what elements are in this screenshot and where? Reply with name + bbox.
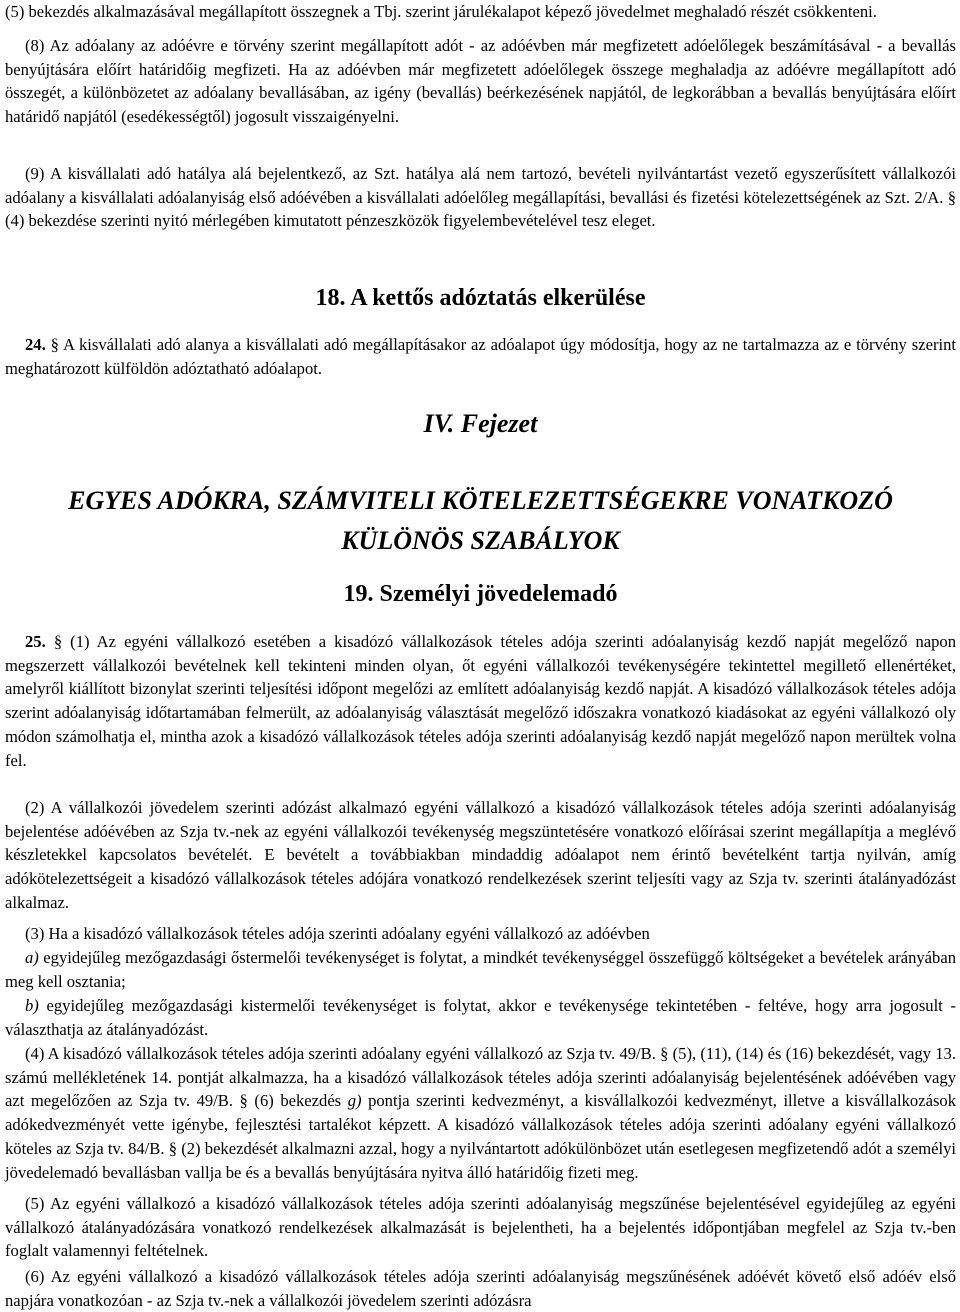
section-25-paragraph-3: (3) Ha a kisadózó vállalkozások tételes adója szerinti adóalany egyéni vállalkozó az adóévben bbox=[25, 924, 650, 943]
section-25-paragraph-6: (6) Az egyéni vállalkozó a kisadózó vállalkozások tételes adója szerinti adóalanyiság megszűnésének adóévét követő első adóév első napjára vonatkozóan - az Szja tv.-nek a vállalkozói jövedelem szerinti adózásra bbox=[5, 1267, 956, 1310]
point-g-label: g) bbox=[347, 1091, 362, 1111]
section-heading-18: 18. A kettős adóztatás elkerülése bbox=[315, 285, 646, 311]
section-24-body: § A kisvállalati adó alanya a kisvállalati adó megállapításakor az adóalapot úgy módosítja, hogy az ne tartalmazza az e törvény szerint meghatározott külföldön adóztatható adóalapot. bbox=[5, 335, 956, 378]
section-24-text bbox=[5, 333, 956, 380]
paragraph-8: (8) Az adóalany az adóévre e törvény szerint megállapított adót - az adóévben már megfizetett adóelőlegek beszámításával - a bevallás benyújtására előírt határidőig megfizeti. Ha az adóévben már megfizetett adóelőlegek összege meghaladja az adóévre megállapított adó összegét, a különbözetet az adóalany bevallásában, az igény (bevallás) beérkezésének napjától, de legkorábban a bevallás benyújtására előírt határidő napjától (esedékességtől) jogosult visszaigényelni. bbox=[5, 36, 956, 127]
paragraph-5-continuation: (5) bekezdés alkalmazásával megállapított összegnek a Tbj. szerint járulékalapot képező jövedelmet meghaladó részét csökkenteni. bbox=[5, 2, 877, 21]
chapter-title-line-2: KÜLÖNÖS SZABÁLYOK bbox=[341, 526, 620, 555]
chapter-heading: IV. Fejezet bbox=[423, 409, 538, 438]
paragraph-9: (9) A kisvállalati adó hatálya alá bejelentkező, az Szt. hatálya alá nem tartozó, bevételi nyilvántartást vezető egyszerűsített vállalkozói adóalany a kisvállalati adóalanyiság első adóévében a kisvállalati adóelőleg megállapítási, bevallási és fizetési kötelezettségének az Szt. 2/A. § (4) bekezdése szerinti nyitó mérlegében kimutatott pénzeszközök figyelembevételével tesz eleget. bbox=[5, 164, 956, 231]
paragraph-4-part-1: (4) A kisadózó vállalkozások tételes adója szerinti adóalany egyéni vállalkozó az Szja tv. 49/B. § (5), (11), (14) és (16) bekezdését, vagy 13. számú mellékletének 14. pontját alkalmazza, ha a kisadózó vállalkozások tételes adója szerinti adóalanyiság bejelentésének adóévében vagy azt megelőzően az Szja tv. 49/B. § (6) bekezdés bbox=[5, 1044, 956, 1111]
section-25-paragraph-2: (2) A vállalkozói jövedelem szerinti adózást alkalmazó egyéni vállalkozó a kisadózó vállalkozások tételes adója szerinti adóalanyiság bejelentése adóévében az Szja tv.-nek az egyéni vállalkozói tevékenység megszüntetésére vonatkozó előírásai szerint megállapítja a meglévő készletekkel kapcsolatos bevételét. E bevételt a továbbiakban mindaddig adóalapot nem érintő bevételként tartja nyilván, amíg adókötelezettségeit a kisadózó vállalkozások tételes adójára vonatkozó rendelkezések szerint teljesíti vagy az Szja tv. szerinti átalányadózást alkalmaz. bbox=[5, 798, 956, 912]
point-a-label: a) bbox=[25, 948, 39, 967]
chapter-title-line-1: EGYES ADÓKRA, SZÁMVITELI KÖTELEZETTSÉGEKRE VONATKOZÓ bbox=[68, 486, 893, 515]
point-b-body: egyidejűleg mezőgazdasági kistermelői tevékenységet is folytat, akkor e tevékenysége tekintetében - feltéve, hogy arra jogosult - választhatja az átalányadózást. bbox=[5, 996, 956, 1039]
section-25-point-b bbox=[5, 994, 956, 1041]
section-number-25: 25. bbox=[25, 632, 46, 651]
point-a-body: egyidejűleg mezőgazdasági őstermelői tevékenységet is folytat, a mindkét tevékenységgel összefüggő költségeket a bevételek arányában meg kell osztania; bbox=[5, 948, 956, 991]
section-25-paragraph-1-body: § (1) Az egyéni vállalkozó esetében a kisadózó vállalkozások tételes adója szerinti adóalanyiság kezdő napját megelőző napon megszerzett vállalkozói bevételnek kell tekinteni minden olyan, őt egyéni vállalkozói tevékenységére tekintettel megillető ellenértéket, amelyről kiállított bizonylat szerinti teljesítési időpont megelőzi az említett adóalanyiság kezdő napját. A kisadózó vállalkozások tételes adója szerint adóalanyiság időtartamában felmerült, az adóalanyiság választását megelőző időszakra vonatkozó kiadásokat az egyéni vállalkozó oly módon számolhatja el, mintha azok a kisadózó vállalkozások tételes adója szerinti adóalanyiság kezdő napját megelőző napon merültek volna fel. bbox=[5, 632, 956, 770]
section-25-point-a bbox=[5, 946, 956, 993]
paragraph-4-part-2: pontja szerinti kedvezményt, a kisvállalkozói kedvezményt, illetve a kisvállalkozások adókedvezményét vette igénybe, fejlesztési tartalékot képzett. A kisadózó vállalkozások tételes adója szerinti adóalany egyéni vállalkozó köteles az Szja tv. 84/B. § (2) bekezdését alkalmazni azzal, hogy a nyilvántartott adókülönbözet után esetlegesen megfizetendő adót a személyi jövedelemadó bevallásban vallja be és a bevallás benyújtására nyitva álló határidőig fizeti meg. bbox=[5, 1091, 956, 1182]
point-b-label: b) bbox=[25, 996, 39, 1015]
section-heading-19: 19. Személyi jövedelemadó bbox=[343, 581, 618, 607]
section-25-paragraph-1 bbox=[5, 630, 956, 772]
section-number-24: 24. bbox=[25, 335, 46, 354]
section-25-paragraph-5: (5) Az egyéni vállalkozó a kisadózó vállalkozások tételes adója szerinti adóalanyiság megszűnése bejelentésével egyidejűleg az egyéni vállalkozó átalányadózására vonatkozó rendelkezések alkalmazását is bejelentheti, ha a bejelentés időpontjában megfelel az Szja tv.-ben foglalt valamennyi feltételnek. bbox=[5, 1194, 956, 1261]
section-25-paragraph-4 bbox=[5, 1042, 956, 1184]
